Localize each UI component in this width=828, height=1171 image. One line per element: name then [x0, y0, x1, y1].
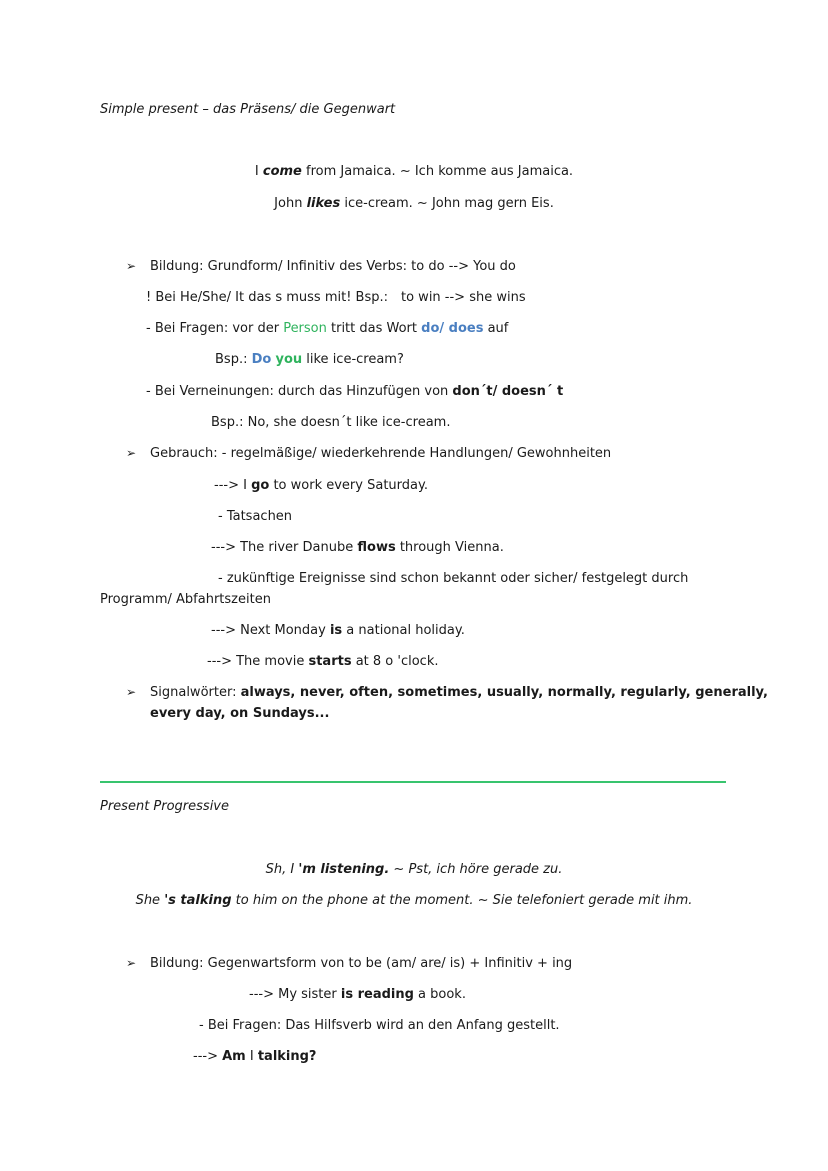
fragen-rule: - Bei Fragen: vor der Person tritt das Wort do/ does auf: [146, 321, 509, 336]
he-she-it-example: to win --> she wins: [401, 290, 526, 305]
section-divider: [100, 781, 726, 783]
bildung-heading: Bildung: Grundform/ Infinitiv des Verbs: to do --> You do: [150, 259, 516, 274]
fragen-example: Bsp.: Do you like ice-cream?: [215, 352, 404, 367]
zukunft-label: - zukünftige Ereignisse sind schon bekannt oder sicher/ festgelegt durch: [218, 571, 689, 586]
signalwoerter-line-1: Signalwörter: always, never, often, sometimes, usually, normally, regularly, generally,: [150, 685, 768, 700]
section1-title: Simple present – das Präsens/ die Gegenwart: [100, 102, 396, 117]
progressive-example-2: She 's talking to him on the phone at the moment. ~ Sie telefoniert gerade mit ihm.: [135, 893, 693, 908]
gebrauch-example-1: ---> I go to work every Saturday.: [214, 478, 428, 493]
programm-label: Programm/ Abfahrtszeiten: [100, 592, 271, 607]
gebrauch-heading: Gebrauch: - regelmäßige/ wiederkehrende Handlungen/ Gewohnheiten: [150, 446, 612, 461]
progressive-bildung-example: ---> My sister is reading a book.: [249, 987, 466, 1002]
verneinung-example: Bsp.: No, she doesn´t like ice-cream.: [211, 415, 451, 430]
progressive-example-1: Sh, I 'm listening. ~ Pst, ich höre gerade zu.: [265, 862, 563, 877]
gebrauch-example-3: ---> Next Monday is a national holiday.: [211, 623, 465, 638]
section2-title: Present Progressive: [100, 799, 230, 814]
gebrauch-example-2: ---> The river Danube flows through Vienna.: [211, 540, 504, 555]
example-line-1: I come from Jamaica. ~ Ich komme aus Jamaica.: [254, 164, 574, 179]
bullet-arrow-icon: ➢: [126, 259, 137, 273]
gebrauch-example-4: ---> The movie starts at 8 o 'clock.: [207, 654, 439, 669]
tatsachen-label: - Tatsachen: [218, 509, 293, 524]
bullet-arrow-icon: ➢: [126, 446, 137, 460]
progressive-fragen-example: ---> Am I talking?: [193, 1049, 317, 1064]
example-line-2: John likes ice-cream. ~ John mag gern Eis.: [274, 196, 554, 211]
bullet-arrow-icon: ➢: [126, 685, 137, 699]
progressive-fragen-rule: - Bei Fragen: Das Hilfsverb wird an den Anfang gestellt.: [199, 1018, 560, 1033]
he-she-it-rule: ! Bei He/She/ It das s muss mit! Bsp.:: [146, 290, 389, 305]
signalwoerter-line-2: every day, on Sundays...: [150, 706, 330, 721]
verneinung-rule: - Bei Verneinungen: durch das Hinzufügen von don´t/ doesn´ t: [146, 384, 564, 399]
bullet-arrow-icon: ➢: [126, 956, 137, 970]
progressive-bildung-heading: Bildung: Gegenwartsform von to be (am/ are/ is) + Infinitiv + ing: [150, 956, 573, 971]
